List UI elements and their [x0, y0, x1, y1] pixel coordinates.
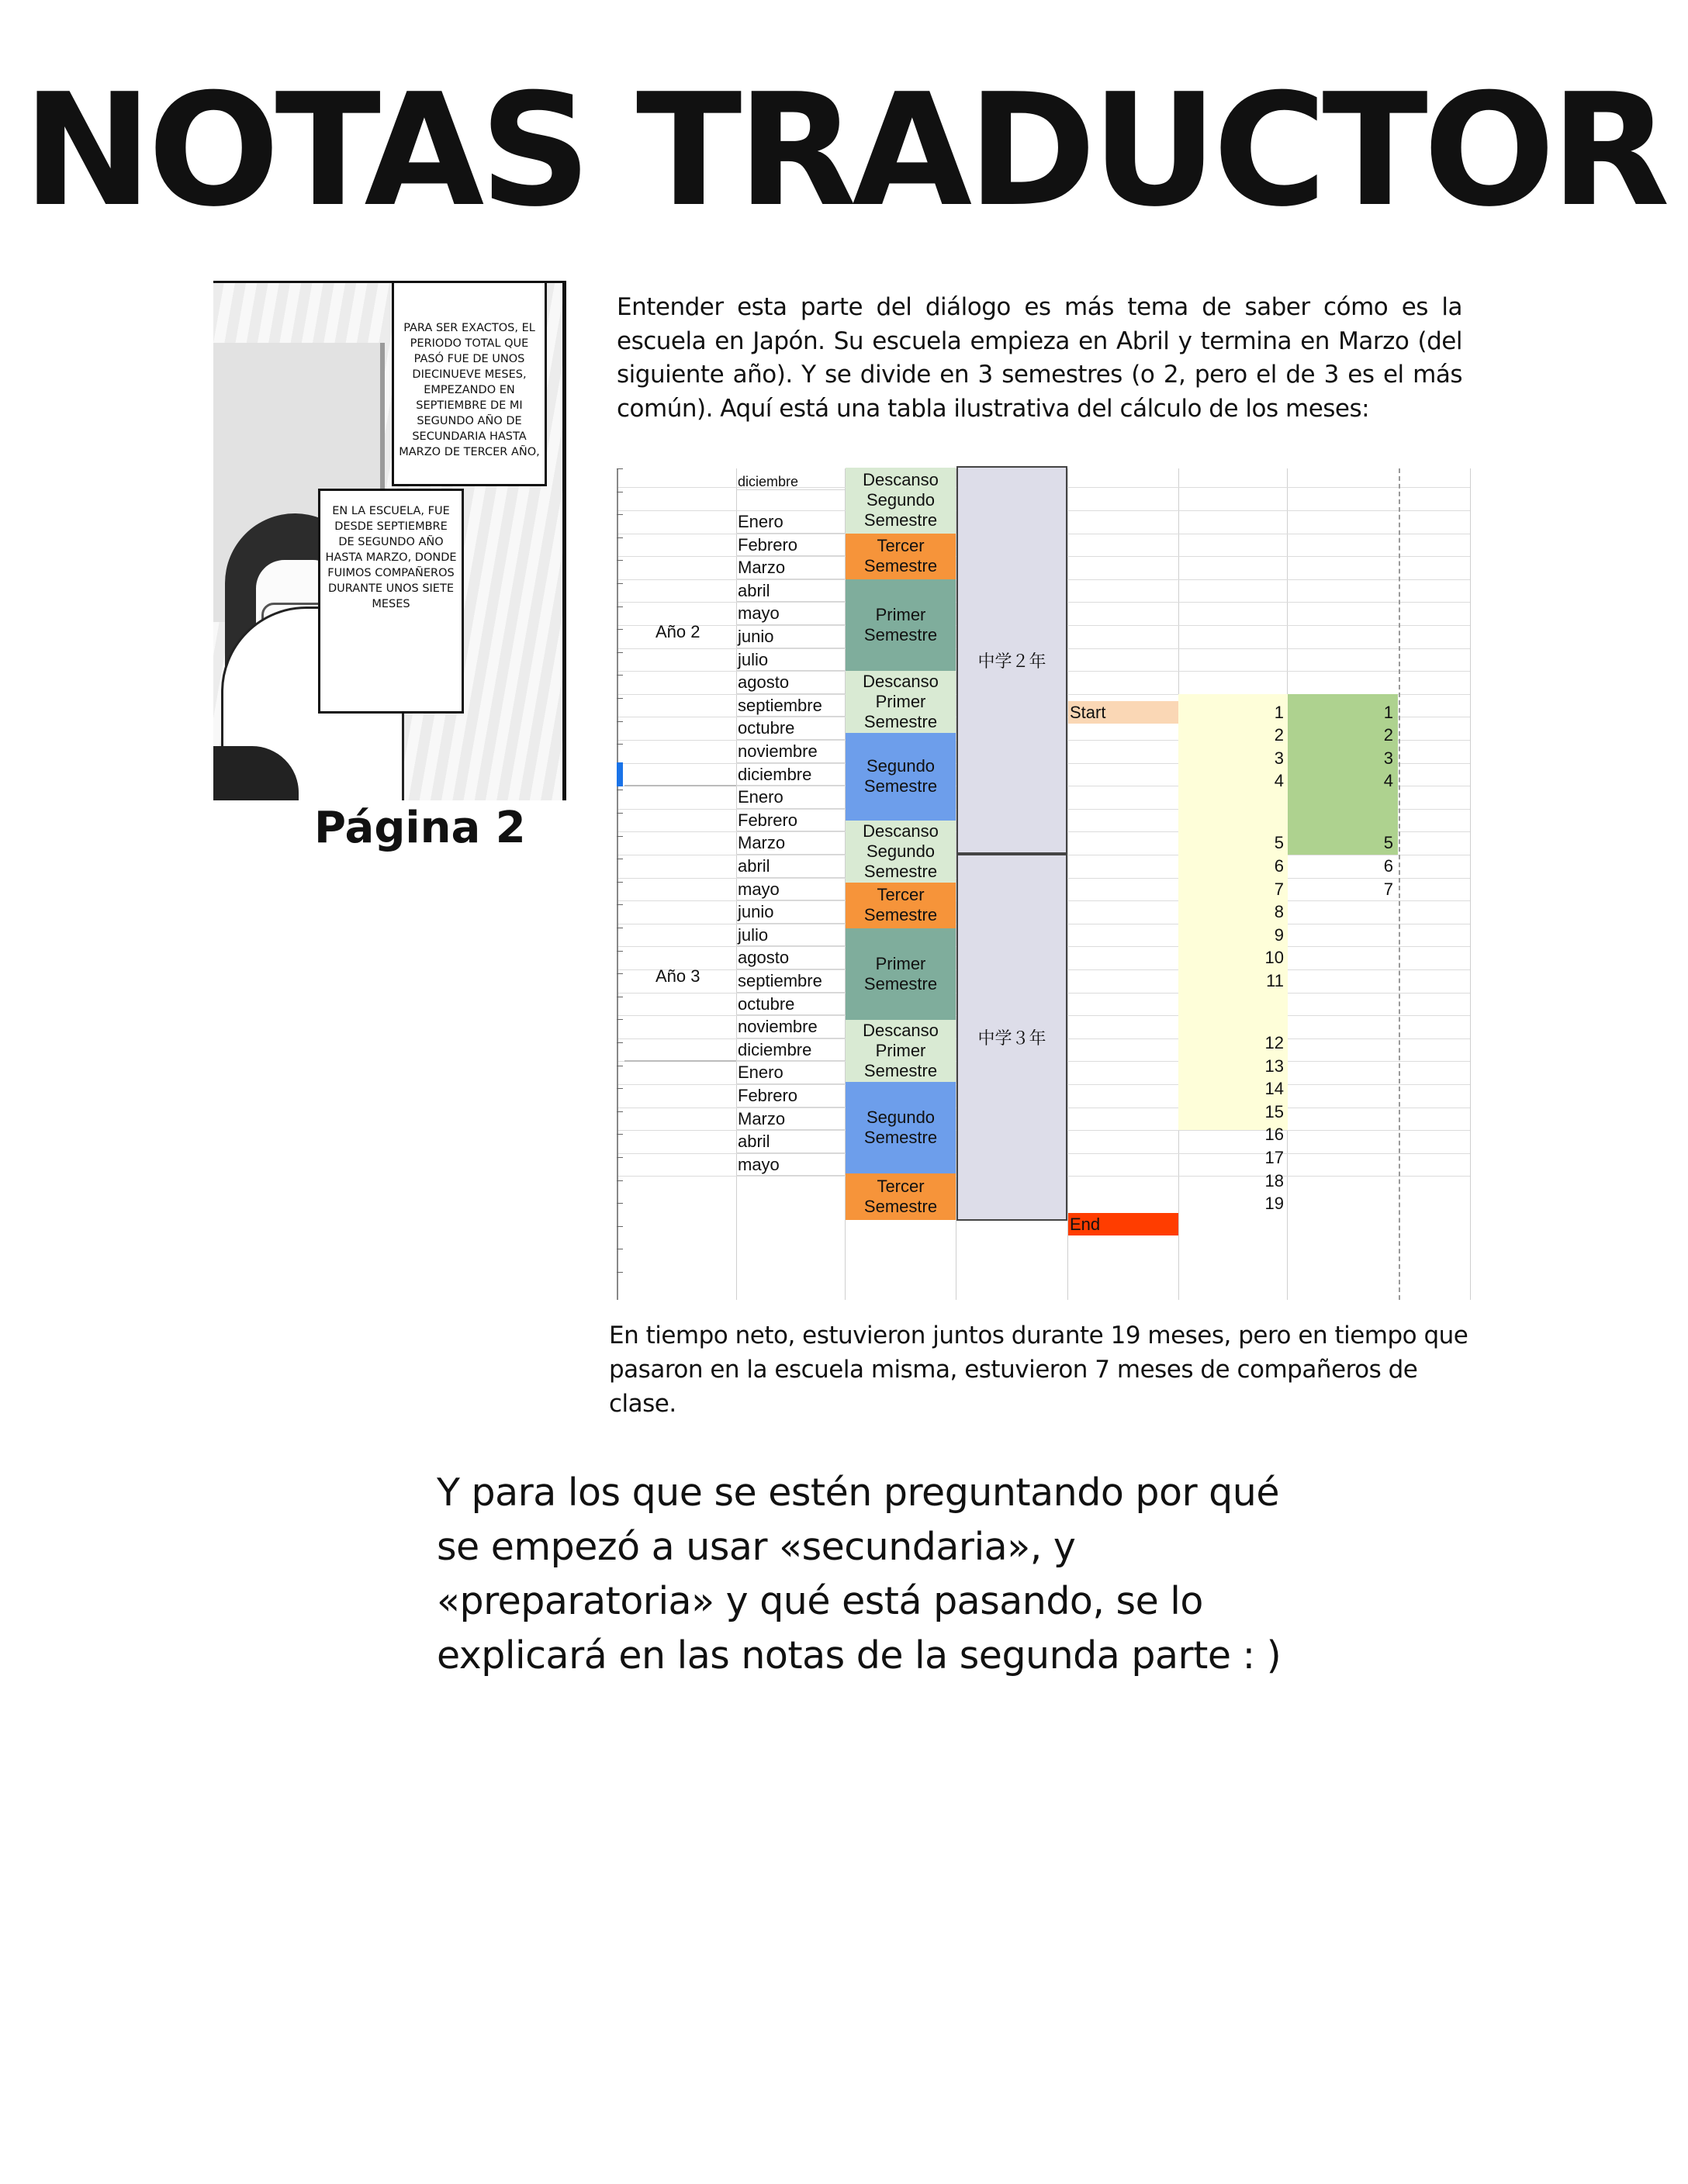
count-total-cell: 8 [1274, 902, 1284, 922]
count-total-cell: 1 [1274, 702, 1284, 722]
semester-block-descanso-primer: Descanso Primer Semestre [846, 671, 956, 733]
manga-panel-image [213, 281, 566, 800]
end-marker: End [1068, 1213, 1178, 1236]
month-cell: octubre [736, 993, 845, 1016]
row-header-tick [617, 1088, 623, 1089]
row-header-tick [617, 1042, 623, 1043]
count-school-cell: 5 [1383, 833, 1393, 853]
grid-column-line [1470, 468, 1471, 1300]
row-header-tick [617, 468, 623, 469]
count-total-cell: 4 [1274, 771, 1284, 791]
grid-column-line [1067, 468, 1068, 1300]
count-total-cell: 17 [1264, 1147, 1284, 1167]
count-school-cell: 6 [1383, 856, 1393, 876]
row-header-tick [617, 1226, 623, 1227]
row-header-tick [617, 836, 623, 837]
semester-block-segundo: Segundo Semestre [846, 1082, 956, 1173]
count-total-cell: 15 [1264, 1101, 1284, 1121]
row-header-tick [617, 1134, 623, 1135]
row-header-tick [617, 1019, 623, 1020]
month-cell: Febrero [736, 534, 845, 557]
month-cell: agosto [736, 946, 845, 969]
row-header-tick [617, 583, 623, 584]
row-header-tick [617, 1203, 623, 1204]
month-cell: Enero [736, 510, 845, 534]
month-cell: Marzo [736, 1108, 845, 1131]
month-cell: octubre [736, 717, 845, 740]
row-header-tick [617, 1180, 623, 1181]
closing-paragraph: Y para los que se estén preguntando por qué se empezó a usar «secundaria», y «preparatoria» y qué está pasando, se lo explicará en las notas de la segunda parte : ) [437, 1470, 1282, 1678]
count-total-cell: 9 [1274, 924, 1284, 945]
row-header-tick [617, 1157, 623, 1158]
row-header-tick [617, 813, 623, 814]
row-header-tick [617, 744, 623, 745]
count-total-cell: 5 [1274, 833, 1284, 853]
semester-block-descanso-segundo: Descanso Segundo Semestre [846, 468, 956, 533]
count-total-cell: 2 [1274, 725, 1284, 745]
count-school-cell: 1 [1383, 702, 1393, 722]
intro-paragraph: Entender esta parte del diálogo es más tema de saber cómo es la escuela en Japón. Su escuela empieza en Abril y termina en Marzo (del siguiente año). Y se divide en 3 semestres (o 2, pero el de 3 es el más común). Aquí está una tabla ilustrativa del cálculo de los meses: [617, 293, 1462, 423]
month-cell: Enero [736, 786, 845, 809]
count-school-cell: 7 [1383, 879, 1393, 899]
speech-bubble-2: EN LA ESCUELA, FUE DESDE SEPTIEMBRE DE SEGUNDO AÑO HASTA MARZO, DONDE FUIMOS COMPAÑEROS DURANTE UNOS SIETE MESES [318, 489, 464, 714]
semester-block-segundo: Segundo Semestre [846, 733, 956, 820]
semester-block-descanso-primer: Descanso Primer Semestre [846, 1020, 956, 1082]
month-cell: julio [736, 648, 845, 672]
month-cell: Marzo [736, 556, 845, 579]
count-school-cell: 2 [1383, 725, 1393, 745]
month-cell: diciembre [736, 763, 845, 786]
manga-frame-right [562, 281, 566, 800]
page-break-dashed-line [1399, 468, 1400, 1300]
month-cell: diciembre [736, 1038, 845, 1062]
count-total-cell: 3 [1274, 748, 1284, 768]
semester-block-tercer: Tercer Semestre [846, 883, 956, 928]
row-header-tick [617, 951, 623, 952]
count-total-cell: 6 [1274, 856, 1284, 876]
month-cell-truncated: diciembre [736, 473, 845, 490]
row-header-tick [617, 721, 623, 722]
semester-block-primer: Primer Semestre [846, 928, 956, 1020]
count-total-cell: 19 [1264, 1194, 1284, 1214]
row-header-tick [617, 1111, 623, 1112]
start-marker: Start [1068, 701, 1178, 724]
month-cell: septiembre [736, 969, 845, 993]
count-total-cell: 16 [1264, 1125, 1284, 1145]
row-header-tick [617, 537, 623, 538]
row-header-tick [617, 973, 623, 974]
month-cell: julio [736, 924, 845, 947]
row-header-tick [617, 882, 623, 883]
year-divider [624, 1060, 736, 1062]
grade-block-3: 中学３年 [956, 854, 1067, 1220]
semester-block-tercer: Tercer Semestre [846, 534, 956, 579]
row-header-edge [617, 468, 618, 1300]
month-cell: mayo [736, 602, 845, 625]
semester-block-tercer: Tercer Semestre [846, 1173, 956, 1219]
month-cell: abril [736, 579, 845, 603]
page-reference-label: Página 2 [314, 803, 526, 853]
row-header-tick [617, 1272, 623, 1273]
month-cell: Febrero [736, 809, 845, 832]
count-total-cell: 14 [1264, 1079, 1284, 1099]
row-header-tick [617, 675, 623, 676]
count-total-cell: 10 [1264, 948, 1284, 968]
month-cell: Marzo [736, 831, 845, 855]
selected-row-indicator [617, 762, 623, 787]
month-cell: noviembre [736, 1015, 845, 1038]
row-header-tick [617, 514, 623, 515]
row-header-tick [617, 904, 623, 905]
month-cell: septiembre [736, 694, 845, 717]
page-title: NOTAS TRADUCTOR [22, 60, 1666, 241]
year-label: Año 2 [655, 622, 700, 641]
grade-block-2: 中学２年 [956, 466, 1067, 854]
month-cell: agosto [736, 671, 845, 694]
count-total-cell: 12 [1264, 1032, 1284, 1052]
row-header-tick [617, 698, 623, 699]
semester-block-primer: Primer Semestre [846, 579, 956, 671]
year-divider [624, 785, 736, 786]
month-cell: abril [736, 855, 845, 878]
month-cell: junio [736, 625, 845, 648]
month-cell: junio [736, 900, 845, 924]
month-cell: noviembre [736, 740, 845, 763]
month-cell: mayo [736, 878, 845, 901]
row-header-tick [617, 629, 623, 630]
count-total-cell: 11 [1266, 971, 1284, 990]
count-total-cell: 18 [1264, 1170, 1284, 1190]
count-school-cell: 4 [1383, 771, 1393, 791]
row-header-tick [617, 652, 623, 653]
month-cell: Enero [736, 1061, 845, 1084]
count-total-cell: 7 [1274, 879, 1284, 899]
semester-spreadsheet [617, 468, 1470, 1300]
count-school-cell: 3 [1383, 748, 1393, 768]
count-total-cell: 13 [1264, 1056, 1284, 1076]
summary-paragraph: En tiempo neto, estuvieron juntos durante 19 meses, pero en tiempo que pasaron en la escuela misma, estuvieron 7 meses de compañeros de clase. [609, 1322, 1468, 1418]
row-header-tick [617, 606, 623, 607]
month-cell: abril [736, 1130, 845, 1153]
month-cell: Febrero [736, 1084, 845, 1108]
month-cell: mayo [736, 1153, 845, 1177]
year-label: Año 3 [655, 966, 700, 986]
semester-block-descanso-segundo: Descanso Segundo Semestre [846, 821, 956, 883]
speech-bubble-1: PARA SER EXACTOS, EL PERIODO TOTAL QUE PASÓ FUE DE UNOS DIECINUEVE MESES, EMPEZANDO EN SEPTIEMBRE DE MI SEGUNDO AÑO DE SECUNDARIA HASTA MARZO DE TERCER AÑO, [392, 281, 547, 486]
row-header-tick [617, 560, 623, 561]
